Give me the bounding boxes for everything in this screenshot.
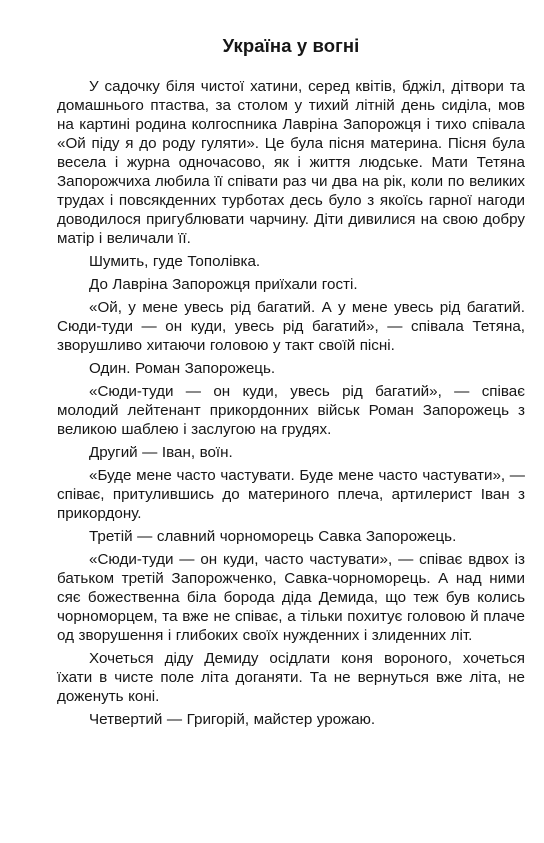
paragraph-8: «Буде мене часто частувати. Буде мене часто частувати», — співає, притулившись до материного плеча, артилерист Іван з прикордону.	[57, 467, 525, 522]
paragraph-2: Шумить, гуде Тополівка.	[89, 253, 261, 270]
paragraph-1: У садочку біля чистої хатини, серед квітів, бджіл, дітвори та домашнього птаства, за столом у тихий літній день сиділа, мов на картині родина колгоспника Лавріна Запорожця і тихо співала «Ой піду я до роду гуляти». Це була пісня материна. Пісня була весела і журна одночасово, як і життя людське. Мати Тетяна Запорожчиха любила її співати раз чи два на рік, коли по великих трудах і повсякденних турботах десь було з якоїсь гарної нагоди доводилося пригублювати чарчину. Діти дивилися на свою добру матір і величали її.	[57, 78, 525, 247]
paragraph-7: Другий — Іван, воїн.	[89, 444, 233, 461]
paragraph-11: Хочеться діду Демиду осідлати коня вороного, хочеться їхати в чисте поле літа доганяти. Та не вернуться вже літа, не доженуть коні.	[57, 650, 525, 705]
paragraph-4: «Ой, у мене увесь рід багатий. А у мене увесь рід багатий. Сюди-туди — он куди, увесь рід багатий», — співала Тетяна, зворушливо хитаючи головою у такт своїй пісні.	[57, 299, 525, 354]
book-page	[57, 34, 525, 733]
paragraph-10: «Сюди-туди — он куди, часто частувати», — співає вдвох із батьком третій Запорожченко, Савка-чорноморець. А над ними сяє божественна біла борода діда Демида, що теж був колись чорноморцем, та вже не співає, а тільки похитує головою й плаче од зворушення і глибоких своїх нужденних і злиденних літ.	[57, 551, 525, 644]
paragraph-12: Четвертий — Григорій, майстер урожаю.	[89, 711, 376, 728]
paragraph-9: Третій — славний чорноморець Савка Запорожець.	[89, 528, 457, 545]
paragraph-3: До Лавріна Запорожця приїхали гості.	[89, 276, 358, 293]
paragraph-6: «Сюди-туди — он куди, увесь рід багатий», — співає молодий лейтенант прикордонних військ Роман Запорожець з великою шаблею і заслугою на грудях.	[57, 383, 525, 438]
paragraph-5: Один. Роман Запорожець.	[89, 360, 276, 377]
chapter-title: Україна у вогні	[222, 35, 360, 56]
